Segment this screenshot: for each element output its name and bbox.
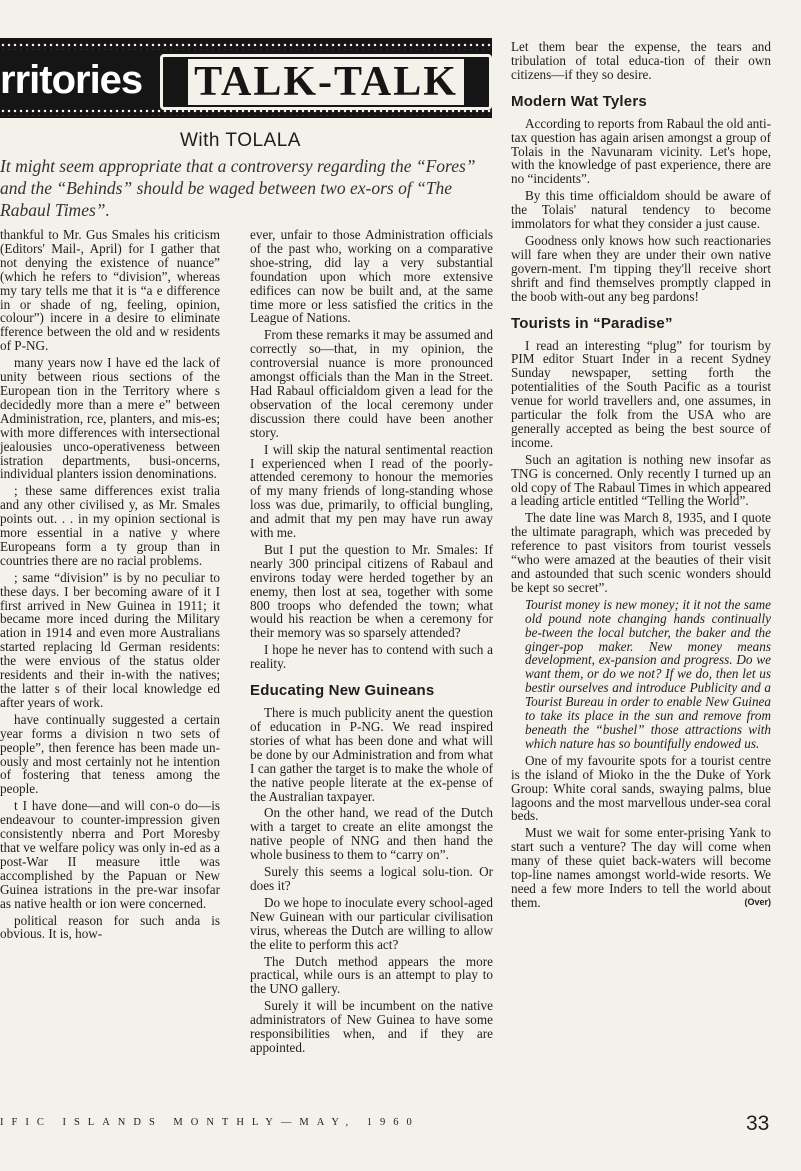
paragraph: Such an agitation is nothing new insofar as TNG is concerned. Only recently I turned up an old copy of The Rabaul Times in which appeared a leading article entitled “Telling the World”.	[511, 451, 771, 509]
paragraph: Let them bear the expense, the tears and tribulation of total educa-tion of their own citizens—if they so desire.	[511, 39, 771, 82]
paragraph: have continually suggested a certain year forms a division n two sets of people”, then ference has been made un-ously and most certainly not he intention of fostering that teness among the people.	[0, 711, 220, 797]
paragraph: ; these same differences exist tralia and any other civilised y, as Mr. Smales points out. . . in my opinion sectional is more essential in a native y where Europeans form a ty group than in countries there are no racial problems.	[0, 483, 220, 568]
paragraph: ever, unfair to those Administration officials of the past who, working on a comparative shoe-string, did lay a very substantial foundation upon which more extensive edifices can now be built and, at the same time more or less satisfied the critics in the League of Nations.	[250, 227, 493, 326]
paragraph: I will skip the natural sentimental reaction I experienced when I read of the poorly-attended ceremony to honour the memories of my many friends of long-standing whose loss was due, primarily, to official bungling, and admit that my pen may have run away with me.	[250, 441, 493, 541]
section-heading-education: Educating New Guineans	[250, 682, 435, 700]
page-number: 33	[746, 1112, 770, 1135]
section-heading-wat-tylers: Modern Wat Tylers	[511, 92, 647, 110]
paragraph-text: Must we wait for some enter-prising Yank to start such a venture? The day will come when many of these quiet back-waters will become top-line names amongst world-wide resorts. We need a few more Inders to tell the world about them.	[511, 825, 771, 910]
paragraph: I read an interesting “plug” for tourism by PIM editor Stuart Inder in a recent Sydney Sunday newspaper, setting forth the potentialities of the South Pacific as a tourist venue for world travellers and, one assumes, in particular the folk from the USA who are generally accepted as being the best source of income.	[511, 337, 771, 450]
paragraph: I hope he never has to contend with such a reality.	[250, 642, 493, 672]
intro-standfirst: It might seem appropriate that a controversy regarding the “Fores” and the “Behinds” should be waged between two ex-ors of “The Rabaul Times”.	[0, 156, 476, 220]
paragraph: One of my favourite spots for a tourist centre is the island of Mioko in the the Duke of York Group: White coral sands, swaying palms, blue lagoons and the most marvellous under-sea coral beds.	[511, 752, 771, 824]
section-heading-tourists: Tourists in “Paradise”	[511, 314, 673, 332]
paragraph: many years now I have ed the lack of unity between rious sections of the European tion in the Territory where s decidedly more than a mere e” between Administration, rce, planters, and mis-es; with more differences with intersectional jealousies unco-operativeness between istration departments, busi-oncerns, individual planters ission denominations.	[0, 355, 220, 482]
paragraph: The date line was March 8, 1935, and I quote the ultimate paragraph, which was preceded by reference to past visitors from tourist vessels “who were amazed at the beauties of their visit and astounded that such scenic wonders should be kept so secret”.	[511, 510, 771, 595]
talk-talk-logo	[160, 54, 492, 110]
dotted-border-bottom	[0, 108, 492, 116]
column-3	[511, 40, 771, 913]
paragraph	[511, 826, 771, 909]
quoted-paragraph: Tourist money is new money; it it not the same old pound note changing hands continually be-tween the local butcher, the baker and the ginger-pop maker. New money means development, ex-pansion and progress. Do we want them, or do we not? If we do, then let us bestir ourselves and introduce Publicity and a Tourist Bureau in order to enable New Guinea to take its place in the sun and remove from beneath the “bushel” those attractions with which nature has so bountifully endowed us.	[525, 596, 771, 751]
paragraph: On the other hand, we read of the Dutch with a target to create an elite amongst the native people of NNG and then hand the whole business to them to “carry on”.	[250, 805, 493, 863]
paragraph: The Dutch method appears the more practical, while ours is an attempt to play to the UNO gallery.	[250, 953, 493, 997]
column-banner	[0, 38, 492, 118]
running-footer: IFIC ISLANDS MONTHLY—MAY, 1960	[0, 1117, 420, 1128]
section-word: rritories	[0, 58, 143, 102]
paragraph: But I put the question to Mr. Smales: If nearly 300 principal citizens of Rabaul and environs today were herded together by an enemy, then lost at sea, together with some 800 troops who defended the town; what would his reaction be when a ceremony for their memory was so sparsely attended?	[250, 541, 493, 641]
column-title: TALK-TALK	[188, 59, 464, 105]
paragraph: Do we hope to inoculate every school-aged New Guinean with our particular civilisation virus, whereas the Dutch are willing to allow the elite to perform this act?	[250, 894, 493, 952]
paragraph: By this time officialdom should be aware of the Tolais' natural tendency to become immolators for what they consider a just cause.	[511, 188, 771, 232]
paragraph: According to reports from Rabaul the old anti-tax question has again arisen amongst a group of Tolais in the Navunaram vicinity. Let's hope, with the knowledge of past experience, there are no “incidents”.	[511, 115, 771, 187]
column-1	[0, 228, 220, 944]
paragraph: political reason for such anda is obvious. It is, how-	[0, 912, 220, 942]
byline: With TOLALA	[180, 130, 301, 151]
paragraph: Surely this seems a logical solu-tion. Or does it?	[250, 864, 493, 893]
paragraph: Surely it will be incumbent on the native administrators of New Guinea to have some responsibilities when, and if they are appointed.	[250, 998, 493, 1055]
paragraph: thankful to Mr. Gus Smales his criticism (Editors' Mail-, April) for I gather that not denying the existence of nuance” (which he refers to “division”, whereas my tary tells me that it is “a e difference in or shade of ng, feeling, opinion, colour”) incere in a desire to eliminate fference between the old and w residents of P-NG.	[0, 227, 220, 354]
continued-over-label: (Over)	[744, 896, 771, 907]
column-2	[250, 228, 493, 1058]
dotted-border-top	[0, 42, 492, 50]
paragraph: t I have done—and will con-o do—is endeavour to counter-impression given consistently nberra and Port Moresby that ve welfare policy was only in-ed as a post-War II measure ittle was accomplished by the Papuan or New Guinea istrations in the pre-war insofar as native health or ion were concerned.	[0, 798, 220, 911]
paragraph: ; same “division” is by no peculiar to these days. I ber becoming aware of it I first arrived in New Guinea in 1911; it became more inced during the Military ation in 1914 and even more Australians started replacing ld German residents: the were envious of the status older residents and their in-with the natives; the latter s of their local knowledge ed after years of work.	[0, 569, 220, 710]
paragraph: From these remarks it may be assumed and correctly so—that, in my opinion, the controversial nuance is more pronounced amongst officials than the Man in the Street. Had Rabaul officialdom given a lead for the observation of the local ceremony under discussion there could have been another story.	[250, 327, 493, 440]
paragraph: Goodness only knows how such reactionaries will fare when they are under their own native govern-ment. I'm tipping they'll receive short shrift and find themselves promptly clapped in the boob with-out any beg pardons!	[511, 232, 771, 304]
paragraph: There is much publicity anent the question of education in P-NG. We read inspired stories of what has been done and what will be done by our Administration and from what I can gather the target is to make the whole of the native people literate at the ex-pense of the Australian taxpayer.	[250, 705, 493, 804]
